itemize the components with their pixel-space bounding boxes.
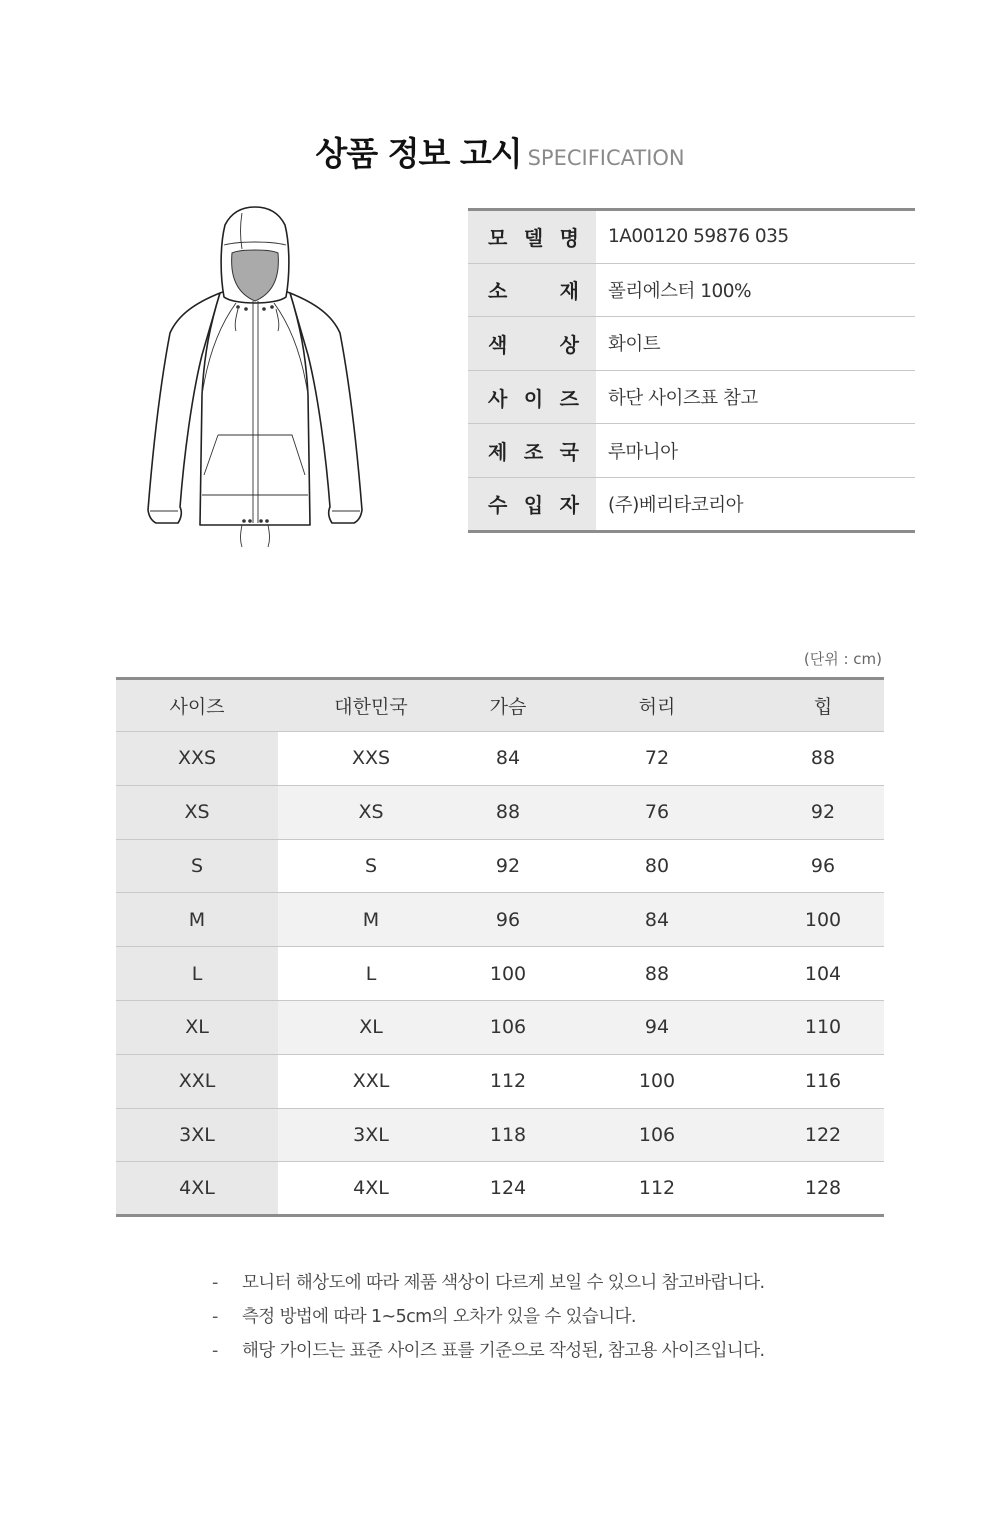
- korea-size-cell: XS: [278, 785, 464, 839]
- spec-row-material: [468, 263, 915, 317]
- korea-size-cell: 4XL: [278, 1162, 464, 1216]
- waist-cell: 84: [552, 893, 762, 947]
- spec-row-color: [468, 317, 915, 371]
- korea-size-cell: L: [278, 947, 464, 1001]
- size-row: [116, 947, 884, 1001]
- size-cell: L: [116, 947, 278, 1001]
- waist-cell: 100: [552, 1054, 762, 1108]
- size-cell: 4XL: [116, 1162, 278, 1216]
- korea-size-cell: XXL: [278, 1054, 464, 1108]
- hip-cell: 122: [762, 1108, 884, 1162]
- spec-label: 제 조 국: [468, 424, 596, 478]
- size-row: [116, 1000, 884, 1054]
- waist-cell: 72: [552, 732, 762, 786]
- title-korean: 상품 정보 고시: [315, 134, 522, 173]
- hooded-jacket-icon: [140, 205, 370, 550]
- spec-value: 하단 사이즈표 참고: [596, 370, 915, 424]
- spec-row-size: [468, 370, 915, 424]
- size-row: [116, 732, 884, 786]
- chest-cell: 100: [464, 947, 552, 1001]
- korea-size-cell: XL: [278, 1000, 464, 1054]
- waist-cell: 80: [552, 839, 762, 893]
- chest-cell: 112: [464, 1054, 552, 1108]
- page-title: [0, 128, 1000, 175]
- spec-row-importer: [468, 477, 915, 531]
- hip-cell: 88: [762, 732, 884, 786]
- hip-cell: 100: [762, 893, 884, 947]
- header-korea: 대한민국: [278, 679, 464, 732]
- waist-cell: 76: [552, 785, 762, 839]
- korea-size-cell: M: [278, 893, 464, 947]
- korea-size-cell: 3XL: [278, 1108, 464, 1162]
- spec-label: 사 이 즈: [468, 370, 596, 424]
- waist-cell: 112: [552, 1162, 762, 1216]
- spec-label: 색 상: [468, 317, 596, 371]
- size-table: [116, 677, 884, 1217]
- size-table-header: [116, 679, 884, 732]
- chest-cell: 84: [464, 732, 552, 786]
- waist-cell: 106: [552, 1108, 762, 1162]
- chest-cell: 88: [464, 785, 552, 839]
- chest-cell: 124: [464, 1162, 552, 1216]
- spec-table: [468, 208, 915, 533]
- size-row: [116, 1054, 884, 1108]
- size-cell: XXS: [116, 732, 278, 786]
- spec-label: 모 델 명: [468, 210, 596, 264]
- note-item: - 해당 가이드는 표준 사이즈 표를 기준으로 작성된, 참고용 사이즈입니다.: [212, 1341, 765, 1361]
- note-item: - 모니터 해상도에 따라 제품 색상이 다르게 보일 수 있으니 참고바랍니다.: [212, 1273, 765, 1293]
- size-row: [116, 893, 884, 947]
- title-english: SPECIFICATION: [527, 146, 685, 170]
- size-cell: S: [116, 839, 278, 893]
- spec-row-model: [468, 210, 915, 264]
- header-size: 사이즈: [116, 679, 278, 732]
- header-hip: 힙: [762, 679, 884, 732]
- spec-value: 폴리에스터 100%: [596, 263, 915, 317]
- hip-cell: 92: [762, 785, 884, 839]
- spec-value: 루마니아: [596, 424, 915, 478]
- header-waist: 허리: [552, 679, 762, 732]
- spec-value: 화이트: [596, 317, 915, 371]
- waist-cell: 88: [552, 947, 762, 1001]
- size-cell: M: [116, 893, 278, 947]
- spec-label: 소 재: [468, 263, 596, 317]
- notes-list: [212, 1266, 764, 1368]
- chest-cell: 92: [464, 839, 552, 893]
- spec-value: 1A00120 59876 035: [596, 210, 915, 264]
- size-row: [116, 1162, 884, 1216]
- hip-cell: 110: [762, 1000, 884, 1054]
- hip-cell: 96: [762, 839, 884, 893]
- note-item: - 측정 방법에 따라 1~5cm의 오차가 있을 수 있습니다.: [212, 1307, 636, 1327]
- size-row: [116, 839, 884, 893]
- size-cell: XS: [116, 785, 278, 839]
- hip-cell: 116: [762, 1054, 884, 1108]
- size-row: [116, 1108, 884, 1162]
- chest-cell: 106: [464, 1000, 552, 1054]
- header-chest: 가슴: [464, 679, 552, 732]
- chest-cell: 118: [464, 1108, 552, 1162]
- hip-cell: 128: [762, 1162, 884, 1216]
- korea-size-cell: S: [278, 839, 464, 893]
- unit-label: (단위 : cm): [803, 650, 882, 668]
- size-cell: XL: [116, 1000, 278, 1054]
- chest-cell: 96: [464, 893, 552, 947]
- hip-cell: 104: [762, 947, 884, 1001]
- spec-value: (주)베리타코리아: [596, 477, 915, 531]
- korea-size-cell: XXS: [278, 732, 464, 786]
- size-row: [116, 785, 884, 839]
- spec-label: 수 입 자: [468, 477, 596, 531]
- spec-row-origin: [468, 424, 915, 478]
- size-cell: 3XL: [116, 1108, 278, 1162]
- waist-cell: 94: [552, 1000, 762, 1054]
- size-cell: XXL: [116, 1054, 278, 1108]
